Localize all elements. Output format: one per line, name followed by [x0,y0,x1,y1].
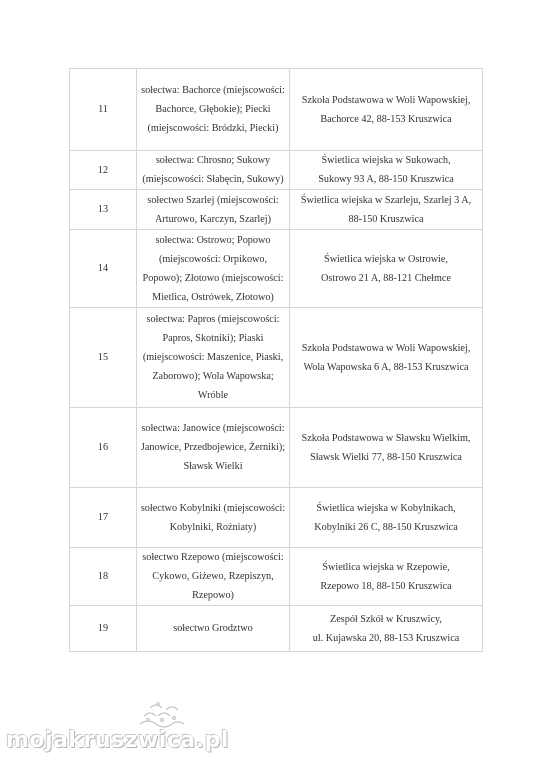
polling-place-line: 88-150 Kruszwica [348,213,424,225]
district-number: 17 [70,488,137,548]
district-area: sołectwa: Ostrowo; Popowo (miejscowości: Orpikowo, Popowo); Złotowo (miejscowości: Mietlica, Ostrówek, Złotowo) [137,230,290,308]
table-row [70,408,483,488]
district-area: sołectwo Grodztwo [137,606,290,652]
polling-place [290,488,483,548]
polling-place [290,190,483,230]
polling-districts-table [69,68,483,652]
table-row [70,230,483,308]
district-area: sołectwa: Papros (miejscowości: Papros, Skotniki); Piaski (miejscowości: Maszenice, Piaski, Zaborowo); Wola Wapowska; Wróble [137,308,290,408]
polling-place [290,230,483,308]
district-number: 13 [70,190,137,230]
polling-place [290,69,483,151]
polling-place-line: Świetlica wiejska w Rzepowie, [322,561,450,573]
district-number: 11 [70,69,137,151]
polling-place [290,606,483,652]
polling-place-line: Świetlica wiejska w Kobylnikach, [316,502,456,514]
table-row [70,190,483,230]
watermark-text: mojakruszwica.pl [6,728,229,753]
polling-place-line: Sukowy 93 A, 88-150 Kruszwica [318,174,454,185]
polling-place-line: Szkoła Podstawowa w Woli Wapowskiej, [301,94,471,106]
district-number: 12 [70,151,137,190]
polling-place [290,308,483,408]
polling-place [290,151,483,190]
polling-place-line: Bachorce 42, 88-153 Kruszwica [320,113,452,125]
table-row [70,488,483,548]
polling-place-line: Kobylniki 26 C, 88-150 Kruszwica [314,521,458,533]
district-number: 18 [70,548,137,606]
district-area: sołectwo Szarlej (miejscowości: Arturowo, Karczyn, Szarlej) [137,190,290,230]
polling-place-line: Świetlica wiejska w Szarleju, Szarlej 3 A, [300,194,472,206]
table-row [70,548,483,606]
table-row [70,308,483,408]
table-row [70,151,483,190]
polling-place-line: ul. Kujawska 20, 88-153 Kruszwica [312,632,460,644]
polling-place [290,548,483,606]
watermark-logo-icon [136,698,186,730]
polling-place-line: Świetlica wiejska w Sukowach, [321,155,451,166]
table-row [70,69,483,151]
polling-place-line: Sławsk Wielki 77, 88-150 Kruszwica [310,451,462,463]
polling-place [290,408,483,488]
district-area: sołectwa: Janowice (miejscowości: Janowice, Przedbojewice, Żerniki); Sławsk Wielki [137,408,290,488]
polling-place-line: Ostrowo 21 A, 88-121 Chełmce [321,272,451,284]
table-row [70,606,483,652]
district-number: 14 [70,230,137,308]
polling-place-line: Szkoła Podstawowa w Woli Wapowskiej, [301,342,471,354]
polling-place-line: Rzepowo 18, 88-150 Kruszwica [320,580,452,592]
polling-place-line: Wola Wapowska 6 A, 88-153 Kruszwica [303,361,469,373]
district-number: 16 [70,408,137,488]
polling-place-line: Szkoła Podstawowa w Sławsku Wielkim, [301,432,471,444]
district-area: sołectwa: Chrosno; Sukowy (miejscowości: Słabęcin, Sukowy) [137,151,290,190]
district-number: 19 [70,606,137,652]
table-body [70,69,483,652]
watermark [4,694,229,764]
district-area: sołectwa: Bachorce (miejscowości: Bachorce, Głębokie); Piecki (miejscowości: Bródzki, Piecki) [137,69,290,151]
district-number: 15 [70,308,137,408]
polling-place-line: Zespół Szkół w Kruszwicy, [330,613,442,625]
district-area: sołectwo Rzepowo (miejscowości: Cykowo, Giżewo, Rzepiszyn, Rzepowo) [137,548,290,606]
polling-place-line: Świetlica wiejska w Ostrowie, [324,253,448,265]
district-area: sołectwo Kobylniki (miejscowości: Kobylniki, Rożniaty) [137,488,290,548]
